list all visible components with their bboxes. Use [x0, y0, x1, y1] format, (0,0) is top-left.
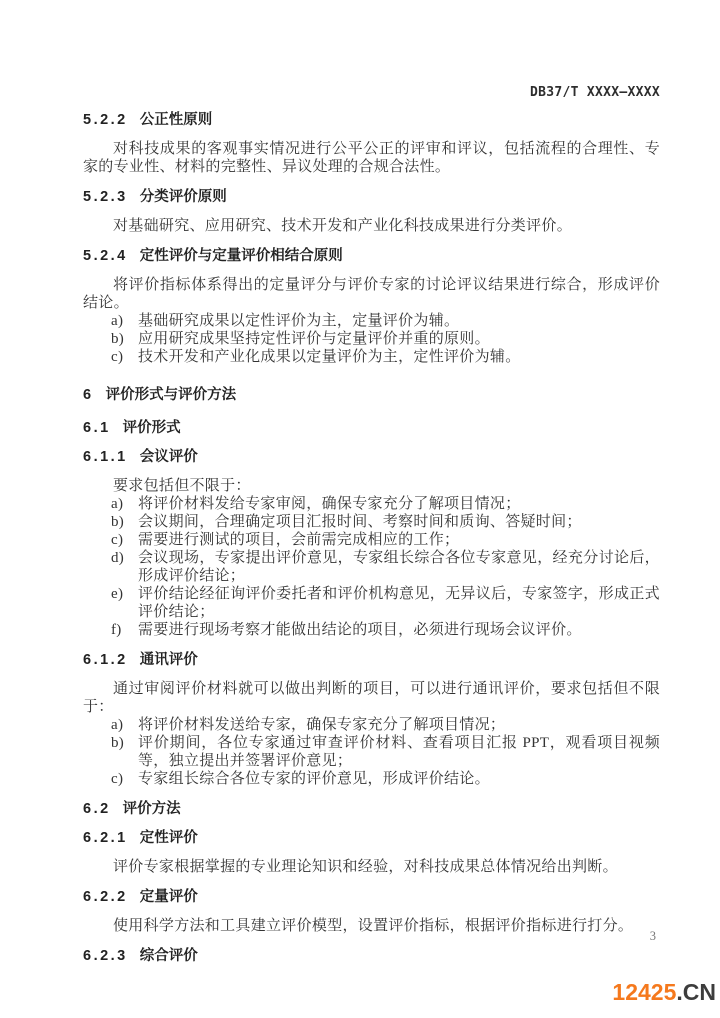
list-item: [111, 495, 660, 513]
list-item: [111, 716, 660, 734]
section-heading-5-2-3: [83, 190, 660, 205]
list-item: [111, 531, 660, 549]
heading-number: 6.1: [83, 420, 111, 436]
list-item-marker: c): [111, 771, 124, 787]
section-heading-6-2-3: [83, 949, 660, 964]
list-item-text: 需要进行现场考察才能做出结论的项目，必须进行现场会议评价。: [138, 622, 582, 638]
heading-number: 6.2.2: [83, 889, 128, 905]
list-item: [111, 734, 660, 770]
list-item-text: 基础研究成果以定性评价为主，定量评价为辅。: [138, 313, 460, 329]
list-item: [111, 348, 660, 366]
heading-title: 定性评价与定量评价相结合原则: [139, 248, 343, 264]
heading-number: 6.2.3: [83, 948, 128, 964]
list-item-marker: d): [111, 550, 125, 566]
list-6-1-1: [83, 495, 660, 639]
list-item-marker: a): [111, 496, 124, 512]
list-item-marker: b): [111, 331, 125, 347]
list-item: [111, 549, 660, 585]
heading-title: 评价形式与评价方法: [105, 387, 237, 403]
list-item: [111, 585, 660, 621]
list-item-text: 评价结论经征询评价委托者和评价机构意见，无异议后，专家签字，形成正式评价结论；: [138, 586, 660, 620]
list-item-text: 将评价材料发给专家审阅，确保专家充分了解项目情况；: [138, 496, 521, 512]
heading-title: 会议评价: [139, 449, 198, 465]
list-item-marker: a): [111, 717, 124, 733]
paragraph-6-1-1: 要求包括但不限于：: [113, 478, 251, 494]
list-item: [111, 621, 660, 639]
paragraph-5-2-3: 对基础研究、应用研究、技术开发和产业化科技成果进行分类评价。: [113, 218, 573, 234]
list-item: [111, 770, 660, 788]
section-heading-6-1: [83, 421, 660, 436]
section-heading-6-2-1: [83, 831, 660, 846]
list-item-text: 将评价材料发送给专家，确保专家充分了解项目情况；: [138, 717, 506, 733]
list-item: [111, 330, 660, 348]
heading-number: 6: [83, 387, 94, 403]
list-item-marker: b): [111, 514, 125, 530]
heading-number: 5.2.3: [83, 189, 128, 205]
list-item-text: 应用研究成果坚持定性评价与定量评价并重的原则。: [138, 331, 490, 347]
paragraph-5-2-4: 将评价指标体系得出的定量评分与评价专家的讨论评议结果进行综合，形成评价结论。: [83, 277, 660, 311]
heading-title: 定量评价: [139, 889, 198, 905]
list-item-marker: b): [111, 735, 125, 751]
list-item-text: 会议现场，专家提出评价意见，专家组长综合各位专家意见，经充分讨论后，形成评价结论；: [138, 550, 660, 584]
heading-title: 公正性原则: [139, 112, 213, 128]
list-item-text: 专家组长综合各位专家的评价意见，形成评价结论。: [138, 771, 490, 787]
list-item-text: 会议期间，合理确定项目汇报时间、考察时间和质询、答疑时间；: [138, 514, 582, 530]
list-item-marker: a): [111, 313, 124, 329]
heading-title: 综合评价: [139, 948, 198, 964]
list-item-marker: e): [111, 586, 124, 602]
section-heading-6-1-2: [83, 653, 660, 668]
list-item-marker: c): [111, 532, 124, 548]
heading-title: 定性评价: [139, 830, 198, 846]
chapter-heading-6: [83, 388, 660, 403]
section-heading-6-1-1: [83, 450, 660, 465]
list-item-text: 需要进行测试的项目，会前需完成相应的工作；: [138, 532, 460, 548]
heading-title: 分类评价原则: [139, 189, 227, 205]
list-item: [111, 513, 660, 531]
list-item-text: 评价期间，各位专家通过审查评价材料、查看项目汇报 PPT，观看项目视频等，独立提出并签署评价意见；: [138, 735, 660, 769]
standard-code: DB37/T XXXX—XXXX: [529, 85, 660, 100]
page-number: 3: [649, 929, 656, 943]
heading-title: 评价方法: [122, 801, 181, 817]
heading-number: 6.2: [83, 801, 111, 817]
watermark-site-text: 12425: [612, 979, 677, 1005]
heading-title: 评价形式: [122, 420, 181, 436]
paragraph-6-2-1: 评价专家根据掌握的专业理论知识和经验，对科技成果总体情况给出判断。: [113, 859, 618, 875]
section-heading-5-2-4: [83, 249, 660, 264]
watermark-tld-text: .CN: [676, 979, 716, 1005]
heading-number: 6.1.1: [83, 449, 128, 465]
list-item: [111, 312, 660, 330]
section-heading-6-2-2: [83, 890, 660, 905]
heading-number: 6.1.2: [83, 652, 128, 668]
heading-number: 6.2.1: [83, 830, 128, 846]
list-item-marker: c): [111, 349, 124, 365]
section-heading-6-2: [83, 802, 660, 817]
heading-number: 5.2.4: [83, 248, 128, 264]
paragraph-6-2-2: 使用科学方法和工具建立评价模型，设置评价指标，根据评价指标进行打分。: [113, 918, 634, 934]
list-5-2-4: [83, 312, 660, 366]
heading-title: 通讯评价: [139, 652, 198, 668]
paragraph-5-2-2: 对科技成果的客观事实情况进行公平公正的评审和评议，包括流程的合理性、专家的专业性、材料的完整性、异议处理的合规合法性。: [83, 141, 660, 175]
paragraph-6-1-2: 通过审阅评价材料就可以做出判断的项目，可以进行通讯评价，要求包括但不限于：: [83, 681, 660, 715]
list-item-text: 技术开发和产业化成果以定量评价为主，定性评价为辅。: [138, 349, 521, 365]
list-item-marker: f): [111, 622, 122, 638]
heading-number: 5.2.2: [83, 112, 128, 128]
section-heading-5-2-2: [83, 113, 660, 128]
list-6-1-2: [83, 716, 660, 788]
watermark: [612, 980, 716, 1004]
